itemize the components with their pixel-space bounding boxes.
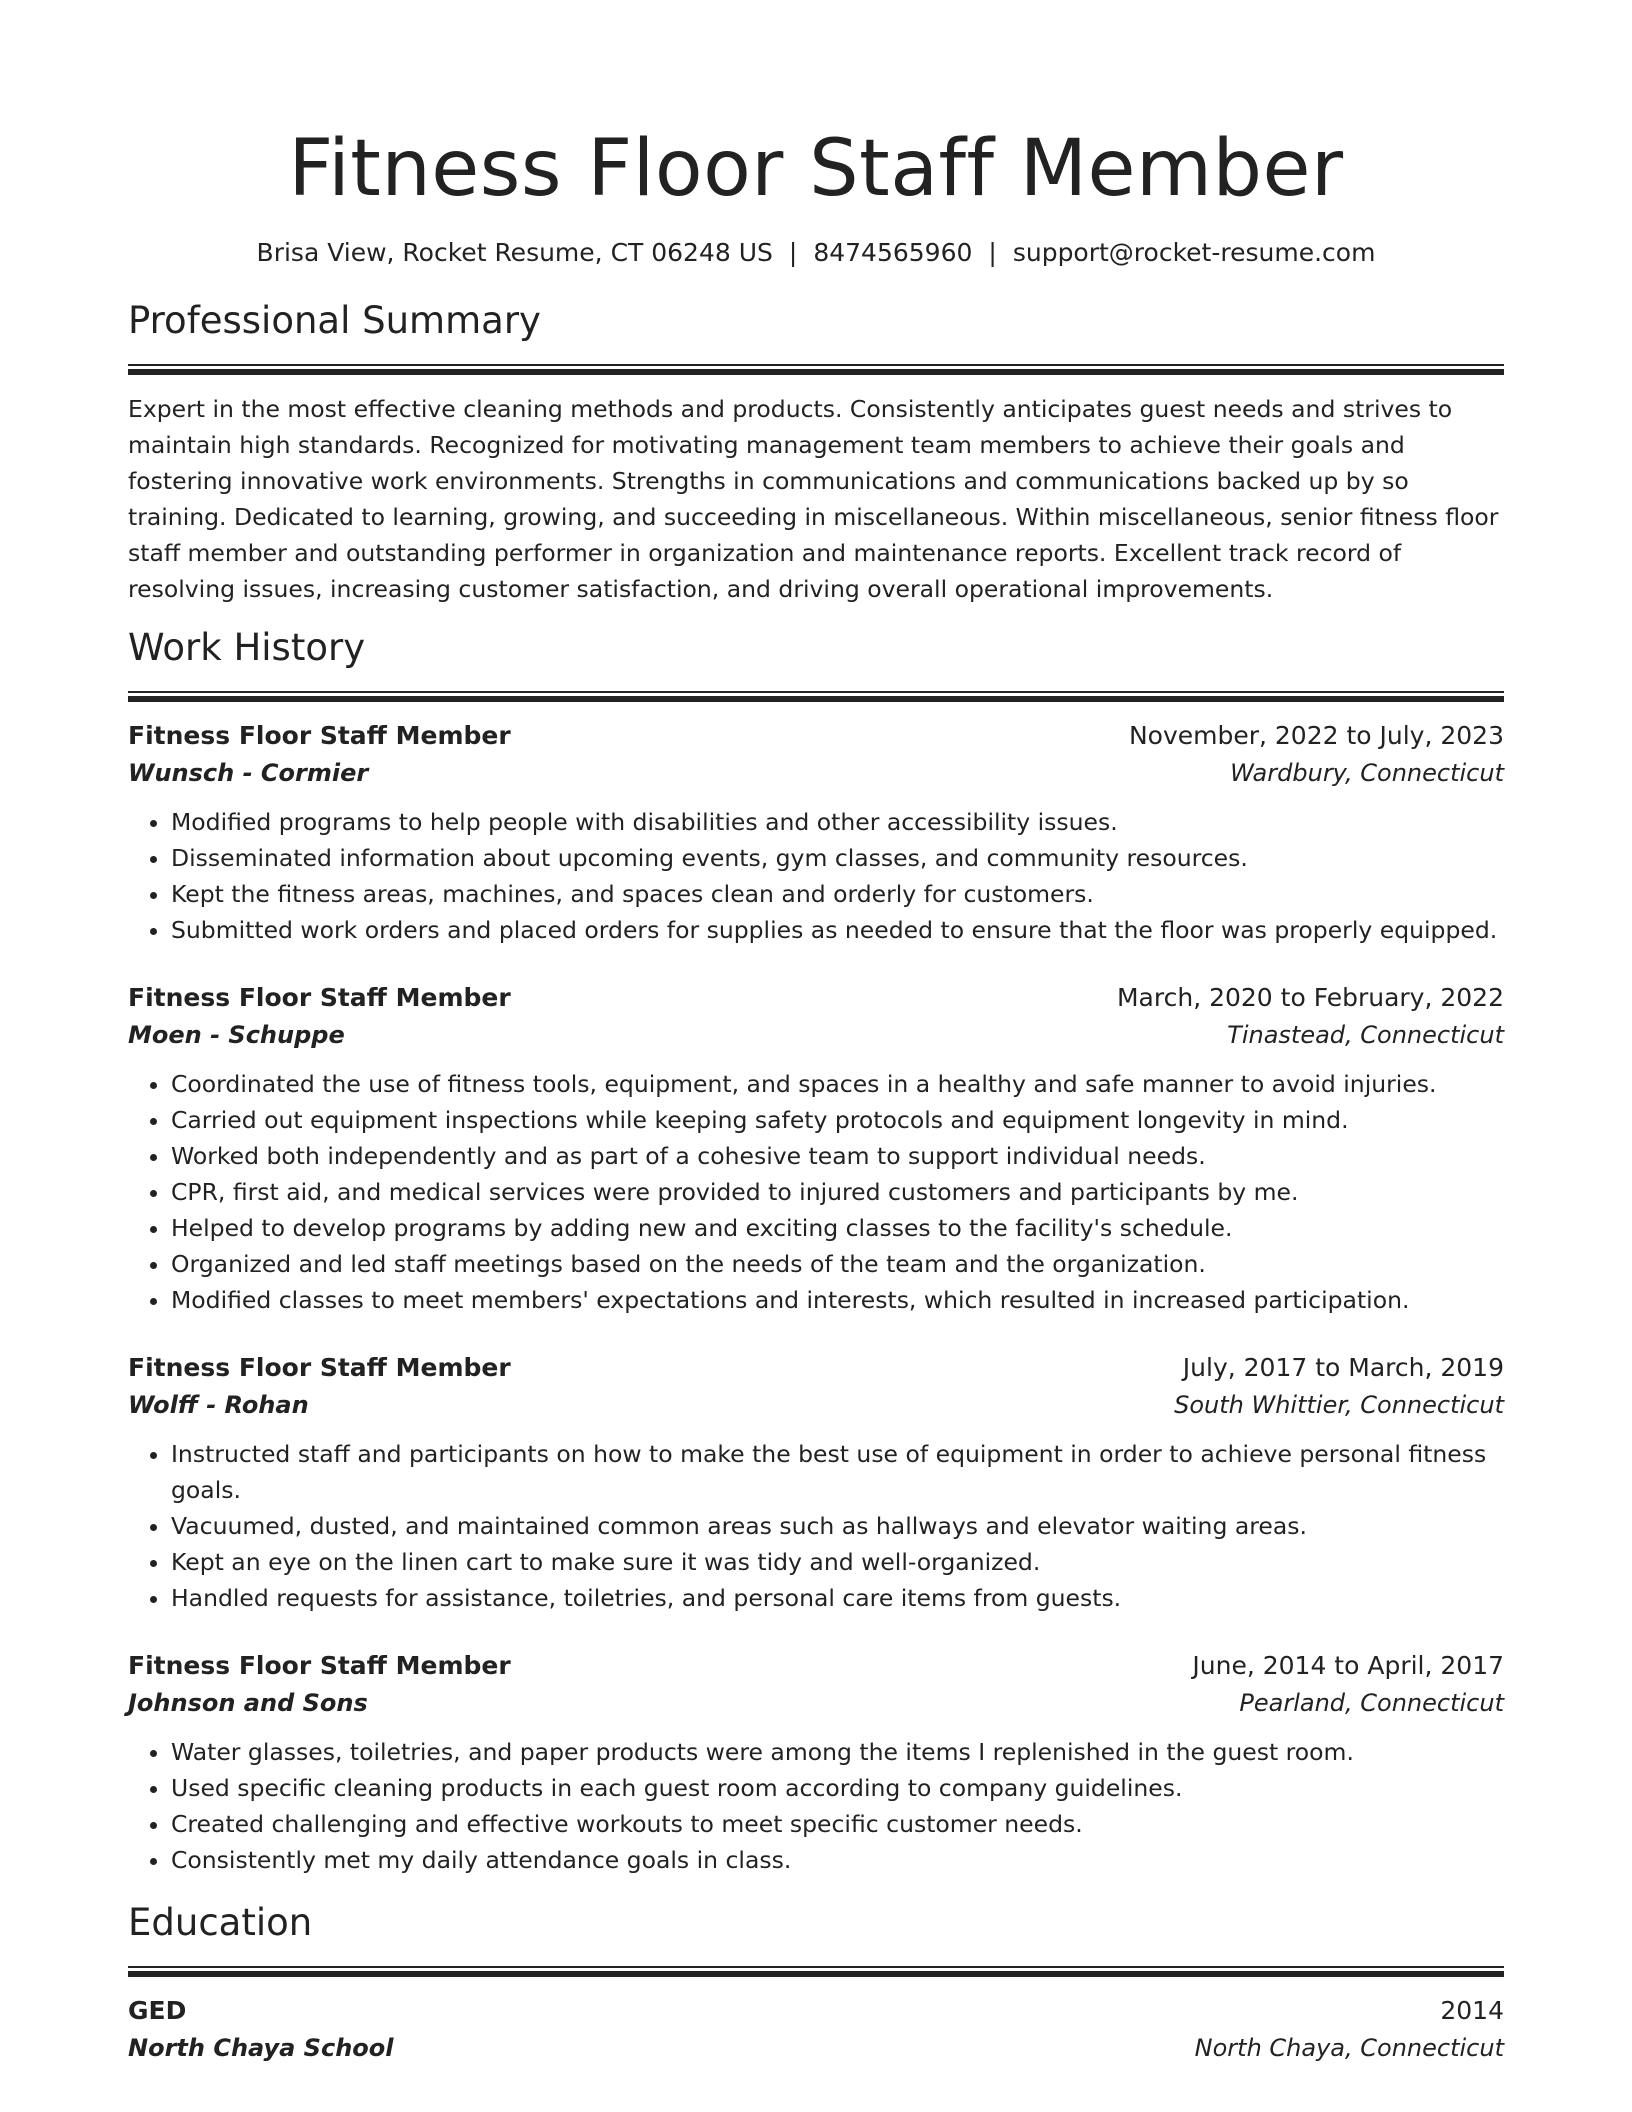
bullet-item: • Modified programs to help people with disabilities and other accessibility issues. [171,804,1504,840]
bullet-item: • Used specific cleaning products in each guest room according to company guidelines. [171,1770,1504,1806]
job-entry [128,1350,1504,1616]
bullet-item: • Instructed staff and participants on how to make the best use of equipment in order to achieve personal fitness goals. [171,1436,1504,1508]
bullet-item: • Organized and led staff meetings based on the needs of the team and the organization. [171,1246,1504,1282]
job-title: Fitness Floor Staff Member [128,1353,511,1382]
job-header-row [128,1648,1504,1684]
bullet-item: • Kept an eye on the linen cart to make sure it was tidy and well-organized. [171,1544,1504,1580]
bullet-item: • CPR, first aid, and medical services were provided to injured customers and participants by me. [171,1174,1504,1210]
job-location: Pearland, Connecticut [1239,1689,1504,1717]
summary-text: Expert in the most effective cleaning methods and products. Consistently anticipates guest needs and strives to maintain high standards. Recognized for motivating management team members to achieve their goals and fostering innovative work environments. Strengths in communications and communications backed up by so training. Dedicated to learning, growing, and succeeding in miscellaneous. Within miscellaneous, senior fitness floor staff member and outstanding performer in organization and maintenance reports. Excellent track record of resolving issues, increasing customer satisfaction, and driving overall operational improvements. [128,395,1499,603]
job-title: Fitness Floor Staff Member [128,1651,511,1680]
job-dates: November, 2022 to July, 2023 [1128,721,1504,750]
section-divider [128,364,1504,375]
job-bullets [128,1436,1504,1616]
education-entry [128,1993,1504,2067]
job-bullets [128,1066,1504,1318]
job-company: Moen - Schuppe [128,1021,345,1049]
contact-address: Brisa View, Rocket Resume, CT 06248 US [256,238,773,267]
job-header-row [128,980,1504,1016]
job-company-row [128,1016,1504,1054]
job-location: Tinastead, Connecticut [1227,1021,1504,1049]
contact-phone: 8474565960 [813,238,973,267]
job-dates: July, 2017 to March, 2019 [1182,1353,1504,1382]
job-company: Wunsch - Cormier [128,759,369,787]
bullet-item: • Helped to develop programs by adding new and exciting classes to the facility's schedule. [171,1210,1504,1246]
contact-separator: | [788,238,798,267]
job-company-row [128,754,1504,792]
work-history-section [128,623,1504,1878]
bullet-item: • Vacuumed, dusted, and maintained common areas such as hallways and elevator waiting areas. [171,1508,1504,1544]
job-company-row [128,1386,1504,1424]
bullet-item: • Submitted work orders and placed orders for supplies as needed to ensure that the floor was properly equipped. [171,912,1504,948]
bullet-item: • Carried out equipment inspections while keeping safety protocols and equipment longevity in mind. [171,1102,1504,1138]
job-header-row [128,718,1504,754]
bullet-item: • Created challenging and effective workouts to meet specific customer needs. [171,1806,1504,1842]
job-title: Fitness Floor Staff Member [128,983,511,1012]
bullet-item: • Disseminated information about upcoming events, gym classes, and community resources. [171,840,1504,876]
job-location: Wardbury, Connecticut [1230,759,1504,787]
job-company: Johnson and Sons [128,1689,368,1717]
education-section [128,1898,1504,2067]
job-header-row [128,1350,1504,1386]
section-divider [128,1966,1504,1977]
job-title: Fitness Floor Staff Member [128,721,511,750]
job-entry [128,718,1504,948]
work-history-heading: Work History [128,626,366,669]
job-bullets [128,1734,1504,1878]
contact-separator: | [988,238,997,267]
job-company-row [128,1684,1504,1722]
education-header-row [128,1993,1504,2029]
job-dates: June, 2014 to April, 2017 [1192,1651,1504,1680]
education-year: 2014 [1440,1996,1504,2025]
job-entry [128,1648,1504,1878]
bullet-item: • Consistently met my daily attendance goals in class. [171,1842,1504,1878]
job-company: Wolff - Rohan [128,1391,309,1419]
bullet-item: • Modified classes to meet members' expectations and interests, which resulted in increased participation. [171,1282,1504,1318]
summary-heading: Professional Summary [128,299,541,342]
education-location: North Chaya, Connecticut [1194,2034,1504,2062]
bullet-item: • Water glasses, toiletries, and paper products were among the items I replenished in the guest room. [171,1734,1504,1770]
job-bullets [128,804,1504,948]
contact-line [128,236,1504,270]
bullet-item: • Worked both independently and as part of a cohesive team to support individual needs. [171,1138,1504,1174]
job-entry [128,980,1504,1318]
education-heading: Education [128,1901,313,1944]
section-divider [128,691,1504,702]
bullet-item: • Coordinated the use of fitness tools, equipment, and spaces in a healthy and safe manner to avoid injuries. [171,1066,1504,1102]
bullet-item: • Handled requests for assistance, toiletries, and personal care items from guests. [171,1580,1504,1616]
job-location: South Whittier, Connecticut [1174,1391,1504,1419]
resume-title: Fitness Floor Staff Member [288,124,1344,214]
education-school-row [128,2029,1504,2067]
summary-section [128,296,1504,607]
bullet-item: • Kept the fitness areas, machines, and spaces clean and orderly for customers. [171,876,1504,912]
education-school: North Chaya School [128,2034,394,2062]
contact-email: support@rocket-resume.com [1012,238,1376,267]
job-dates: March, 2020 to February, 2022 [1116,983,1504,1012]
education-degree: GED [128,1996,187,2025]
